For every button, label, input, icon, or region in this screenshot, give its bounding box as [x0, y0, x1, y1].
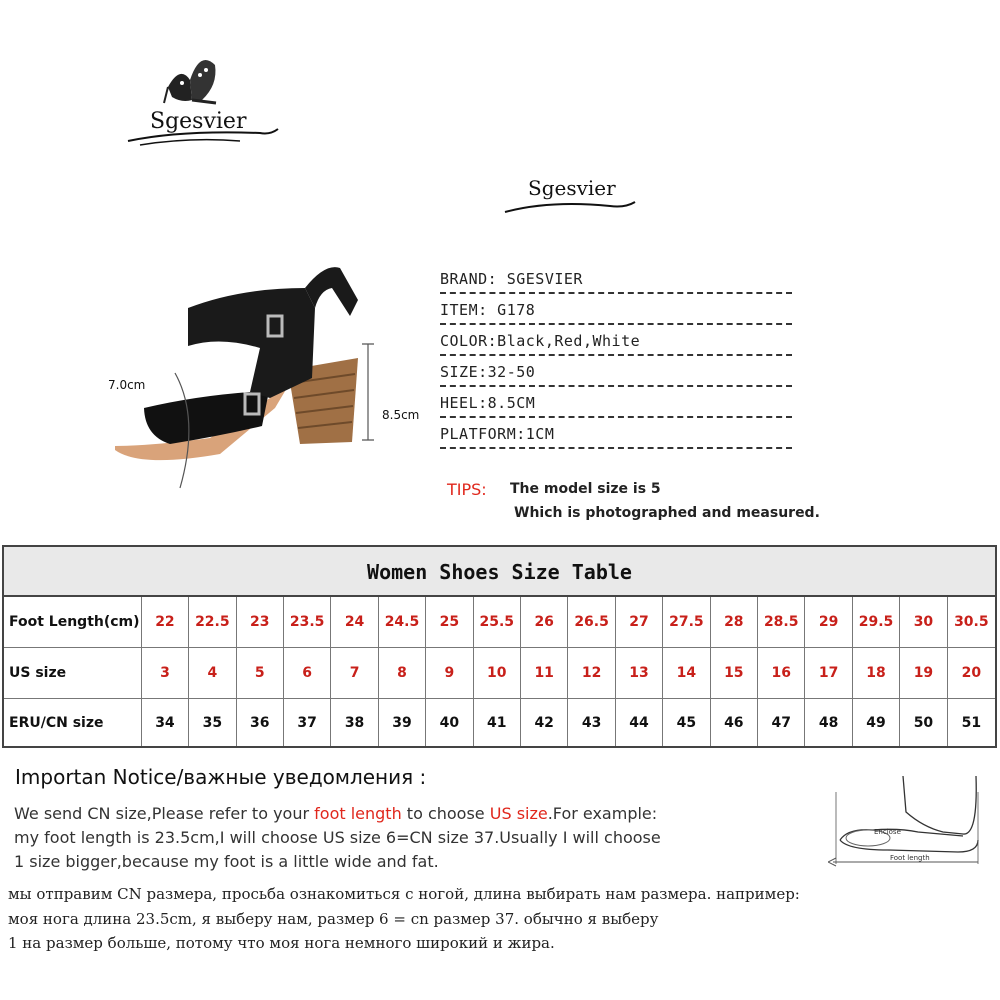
size-cell: 18 [853, 648, 900, 698]
size-cell: 38 [331, 699, 378, 746]
product-image [100, 258, 440, 498]
size-cell: 13 [616, 648, 663, 698]
size-cell: 43 [568, 699, 615, 746]
size-cell: 15 [711, 648, 758, 698]
size-cell: 24.5 [379, 597, 426, 647]
size-cell: 28.5 [758, 597, 805, 647]
notice-en-line-1 [14, 804, 657, 823]
size-cell: 22.5 [189, 597, 236, 647]
size-cell: 41 [474, 699, 521, 746]
size-cell: 44 [616, 699, 663, 746]
notice-ru-line-3: 1 на размер больше, потому что моя нога немного широкий и жира. [8, 934, 555, 952]
width-measure-label: 7.0cm [108, 378, 146, 392]
size-cell: 34 [142, 699, 189, 746]
butterfly-shoe-icon [120, 45, 290, 165]
size-cell: 48 [805, 699, 852, 746]
size-cell: 29.5 [853, 597, 900, 647]
size-cell: 11 [521, 648, 568, 698]
notice-text: We send CN size,Please refer to your [14, 804, 315, 823]
brand-logo-text: Sgesvier [528, 176, 616, 200]
height-measure-label: 8.5cm [382, 408, 420, 422]
size-cell: 9 [426, 648, 473, 698]
notice-text: to choose [401, 804, 490, 823]
size-cell: 19 [900, 648, 947, 698]
size-cell: 30 [900, 597, 947, 647]
tips-label: TIPS: [447, 480, 487, 499]
size-cell: 10 [474, 648, 521, 698]
size-cell: 26 [521, 597, 568, 647]
size-cell: 45 [663, 699, 710, 746]
brand-logo-mid [500, 170, 650, 220]
foot-length-highlight: foot length [314, 804, 402, 823]
size-cell: 24 [331, 597, 378, 647]
enclose-label: Enclose [874, 828, 901, 836]
brand-logo-top [120, 45, 290, 165]
size-cell: 26.5 [568, 597, 615, 647]
size-cell: 27 [616, 597, 663, 647]
size-cell: 42 [521, 699, 568, 746]
size-cell: 28 [711, 597, 758, 647]
row-header: US size [4, 648, 142, 698]
size-cell: 30.5 [954, 614, 989, 630]
notice-ru-line-2: моя нога длина 23.5cm, я выберу нам, размер 6 = cn размер 37. обычно я выберу [8, 910, 659, 928]
table-row-us-size [4, 648, 995, 698]
table-row-eu-cn-size [4, 699, 995, 746]
row-header: Foot Length(cm) [4, 597, 142, 647]
size-cell: 5 [237, 648, 284, 698]
size-cell: 23 [237, 597, 284, 647]
size-cell: 22 [142, 597, 189, 647]
size-cell: 49 [853, 699, 900, 746]
size-cell: 47 [758, 699, 805, 746]
size-cell: 27.5 [663, 597, 710, 647]
spec-size: SIZE:32-50 [440, 361, 792, 387]
size-cell: 35 [189, 699, 236, 746]
size-cell: 4 [189, 648, 236, 698]
row-header: ERU/CN size [4, 699, 142, 746]
table-title: Women Shoes Size Table [4, 547, 995, 597]
size-cell: 6 [284, 648, 331, 698]
brand-logo-text: Sgesvier [150, 109, 247, 134]
foot-measure-diagram [828, 772, 988, 872]
size-cell: 7 [331, 648, 378, 698]
notice-en-line-2: my foot length is 23.5cm,I will choose US size 6=CN size 37.Usually I will choose [14, 828, 661, 847]
size-cell: 17 [805, 648, 852, 698]
notice-en-line-3: 1 size bigger,because my foot is a little wide and fat. [14, 852, 439, 871]
table-row-foot-length [4, 597, 995, 647]
size-cell: 20 [961, 665, 982, 681]
sandal-image [100, 258, 440, 498]
size-cell: 25 [426, 597, 473, 647]
size-cell: 3 [142, 648, 189, 698]
notice-text: .For example: [547, 804, 658, 823]
foot-length-label: Foot length [890, 854, 930, 862]
spec-platform: PLATFORM:1CM [440, 423, 792, 449]
size-cell: 36 [237, 699, 284, 746]
size-cell: 46 [711, 699, 758, 746]
size-cell: 12 [568, 648, 615, 698]
size-table [2, 545, 997, 748]
size-cell: 14 [663, 648, 710, 698]
spec-item: ITEM: G178 [440, 299, 792, 325]
size-cell: 39 [379, 699, 426, 746]
size-cell: 29 [805, 597, 852, 647]
size-cell: 8 [379, 648, 426, 698]
tips-line-1: The model size is 5 [510, 481, 661, 497]
size-cell: 40 [426, 699, 473, 746]
size-cell: 25.5 [474, 597, 521, 647]
spec-brand: BRAND: SGESVIER [440, 268, 792, 294]
size-cell: 37 [284, 699, 331, 746]
size-cell: 51 [961, 714, 982, 731]
size-cell: 23.5 [284, 597, 331, 647]
size-cell: 50 [900, 699, 947, 746]
notice-title: Importan Notice/важные уведомления : [15, 765, 427, 789]
size-cell: 16 [758, 648, 805, 698]
tips-line-2: Which is photographed and measured. [514, 505, 820, 521]
notice-ru-line-1: мы отправим CN размера, просьба ознакомиться с ногой, длина выбирать нам размера. например: [8, 885, 800, 903]
us-size-highlight: US size [489, 804, 548, 823]
spec-color: COLOR:Black,Red,White [440, 330, 792, 356]
spec-heel: HEEL:8.5CM [440, 392, 792, 418]
